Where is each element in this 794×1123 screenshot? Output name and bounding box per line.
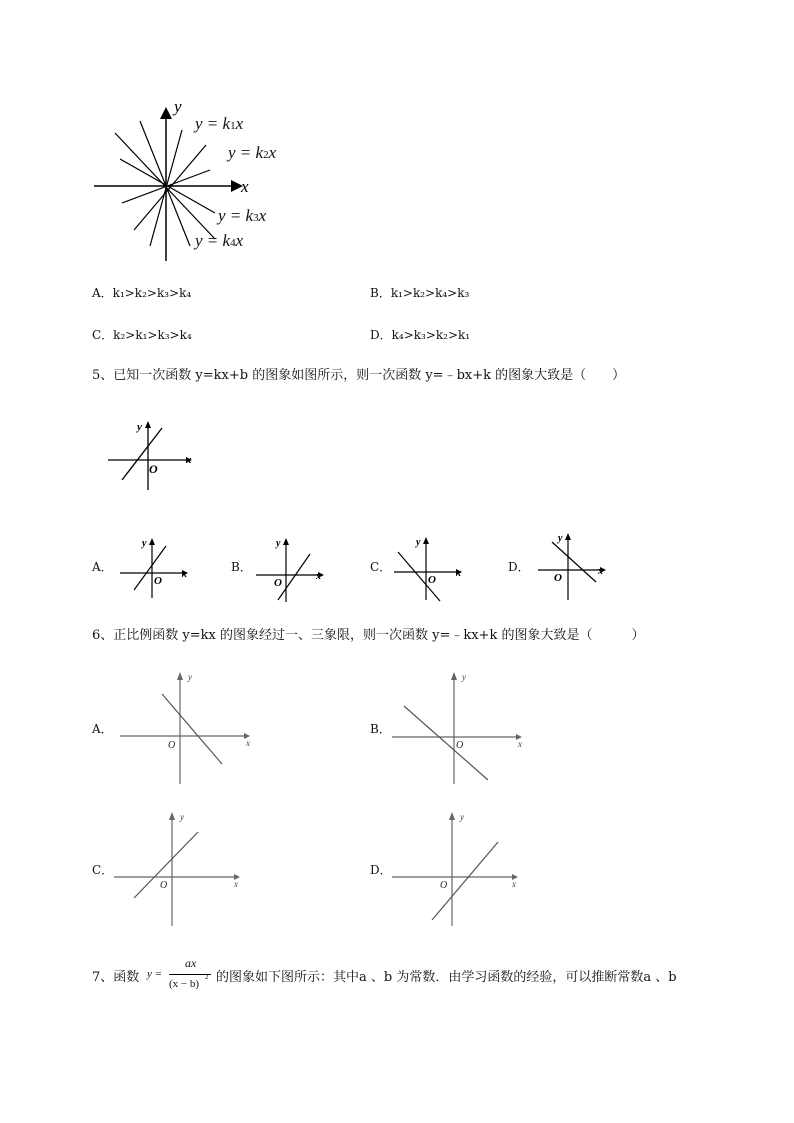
svg-text:O: O — [554, 572, 562, 584]
q6-option-c-graph[interactable] — [112, 808, 252, 932]
svg-text:O: O — [440, 880, 448, 891]
svg-text:y: y — [558, 533, 563, 544]
svg-text:O: O — [274, 577, 282, 589]
svg-text:O: O — [428, 574, 436, 586]
q5-option-c-graph[interactable] — [390, 534, 468, 608]
q5-option-d-label[interactable]: D． — [508, 560, 530, 574]
q5-option-b-graph[interactable] — [252, 536, 330, 608]
q5-stem: 5、已知一次函数 y=kx+b 的图象如图所示，则一次函数 y=﹣bx+k 的图象大致是（ ） — [92, 368, 626, 383]
q4-line-k1 — [140, 121, 190, 246]
q6-option-a-label[interactable]: A． — [92, 722, 113, 736]
q6-option-b-graph[interactable] — [390, 668, 530, 790]
svg-text:y: y — [416, 537, 421, 548]
svg-text:x: x — [512, 879, 516, 889]
q7-formula-denominator: (x − b) — [169, 978, 200, 990]
svg-text:O: O — [168, 740, 176, 751]
q4-label-k1: y = k1x — [195, 114, 244, 133]
q7-stem-post: 的图象如下图所示：其中a 、b 为常数．由学习函数的经验，可以推断常数a 、b — [216, 970, 677, 985]
q6-option-d-label[interactable]: D． — [370, 863, 392, 877]
q7-formula-numerator: ax — [185, 956, 197, 970]
q4-option-d[interactable]: D．k₄>k₃>k₂>k₁ — [370, 328, 471, 342]
q5-option-c-label[interactable]: C． — [370, 560, 392, 574]
q4-option-c[interactable]: C．k₂>k₁>k₃>k₄ — [92, 328, 192, 342]
q5-option-d-graph[interactable] — [534, 530, 612, 606]
svg-text:y: y — [180, 812, 184, 822]
q4-y-label: y — [174, 97, 182, 116]
q5-option-a-label[interactable]: A． — [92, 560, 113, 574]
svg-text:y: y — [460, 812, 464, 822]
q5-fig-x: x — [186, 454, 192, 466]
q6-option-c-label[interactable]: C． — [92, 863, 114, 877]
svg-text:y: y — [142, 538, 147, 549]
svg-text:y: y — [276, 538, 281, 549]
svg-text:x: x — [316, 571, 321, 582]
svg-text:x: x — [182, 569, 187, 580]
q6-option-b-label[interactable]: B． — [370, 722, 391, 736]
svg-text:O: O — [160, 880, 168, 891]
q5-graph — [104, 418, 196, 494]
svg-text:x: x — [234, 879, 238, 889]
svg-text:x: x — [518, 739, 522, 749]
q7-formula-exponent: 2 — [205, 973, 209, 981]
q5-figure — [104, 418, 196, 498]
q5-option-b-label[interactable]: B． — [231, 560, 252, 574]
q4-label-k4: y = k4x — [195, 231, 244, 250]
q5-fig-o: O — [149, 462, 158, 476]
q5-option-a-graph[interactable] — [116, 536, 194, 606]
q6-option-d-graph[interactable] — [390, 808, 530, 932]
q7-formula-lhs: y = — [147, 968, 163, 980]
svg-text:y: y — [188, 672, 192, 682]
q6-option-a-graph[interactable] — [118, 668, 258, 790]
q7-formula — [147, 956, 213, 1000]
svg-text:x: x — [246, 738, 250, 748]
q4-option-a[interactable]: A．k₁>k₂>k₃>k₄ — [92, 286, 192, 300]
q7-stem-pre: 7、函数 — [92, 970, 140, 985]
svg-text:O: O — [154, 575, 162, 587]
q4-label-k3: y = k3x — [218, 206, 267, 225]
q4-label-k2: y = k2x — [228, 143, 277, 162]
q5-fig-y: y — [137, 421, 142, 433]
svg-text:x: x — [598, 566, 603, 577]
q6-stem: 6、正比例函数 y=kx 的图象经过一、三象限，则一次函数 y=﹣kx+k 的图象大致是（ ） — [92, 628, 645, 643]
q4-option-b[interactable]: B．k₁>k₂>k₄>k₃ — [370, 286, 470, 300]
q4-x-label: x — [241, 177, 249, 196]
svg-text:O: O — [456, 740, 464, 751]
svg-text:x: x — [456, 568, 461, 579]
svg-text:y: y — [462, 672, 466, 682]
